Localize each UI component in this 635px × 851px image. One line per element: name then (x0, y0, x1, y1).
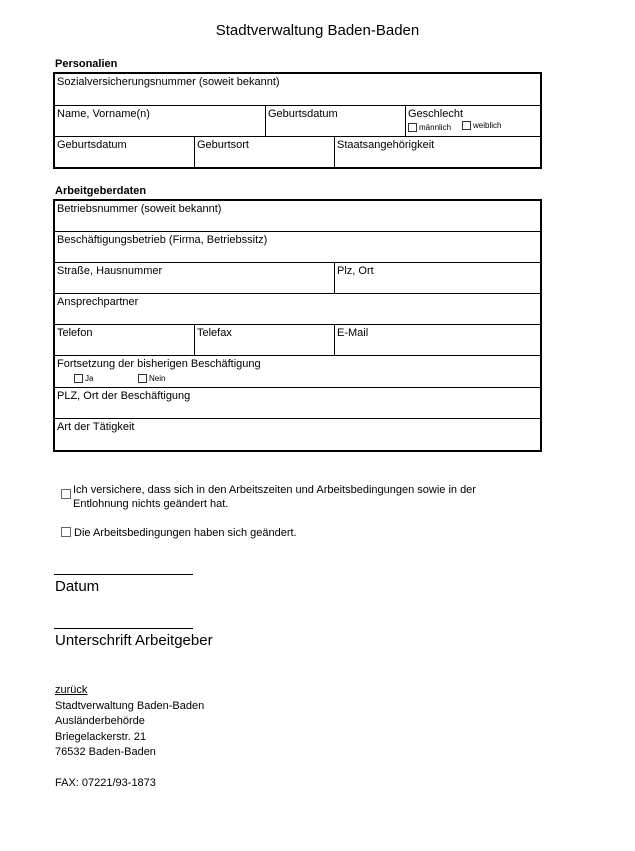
field-telefax[interactable] (194, 325, 334, 355)
field-geburtsort[interactable] (194, 137, 334, 167)
field-beschaeftigungsbetrieb[interactable] (55, 232, 540, 262)
label-maennlich: männlich (419, 123, 452, 132)
checkbox-icon[interactable] (138, 374, 147, 383)
address-line-3: Briegelackerstr. 21 (55, 730, 147, 743)
arbeitgeber-form (53, 199, 542, 452)
label-geschlecht: Geschlecht (408, 108, 464, 120)
field-email[interactable] (334, 325, 540, 355)
declaration-changed: Die Arbeitsbedingungen haben sich geändert. (74, 527, 297, 539)
section-heading-personalien: Personalien (55, 58, 118, 70)
label-betriebsnummer: Betriebsnummer (soweit bekannt) (57, 203, 222, 215)
label-fortsetzung: Fortsetzung der bisherigen Beschäftigung (57, 358, 261, 370)
field-geburtsdatum[interactable] (265, 106, 405, 136)
row-kontakt (55, 325, 540, 356)
option-ja[interactable] (74, 374, 93, 383)
label-art-taetigkeit: Art der Tätigkeit (57, 421, 135, 433)
field-geburtsdatum-2[interactable] (55, 137, 194, 167)
field-sv-nummer[interactable] (55, 74, 540, 105)
label-staatsangehoerigkeit: Staatsangehörigkeit (337, 139, 435, 151)
row-plz-ort-beschaeftigung (55, 388, 540, 419)
field-plz-ort-beschaeftigung[interactable] (55, 388, 540, 418)
unterschrift-line[interactable] (54, 628, 193, 629)
row-betriebsnummer (55, 201, 540, 232)
section-heading-arbeitgeber: Arbeitgeberdaten (55, 185, 147, 197)
page-title: Stadtverwaltung Baden-Baden (215, 22, 420, 39)
label-plz-ort: Plz, Ort (337, 265, 374, 277)
label-geburtsdatum: Geburtsdatum (268, 108, 338, 120)
label-sv-nummer: Sozialversicherungsnummer (soweit bekannt) (57, 76, 280, 88)
row-art-taetigkeit (55, 419, 540, 450)
back-link[interactable]: zurück (55, 684, 88, 696)
footer-address (55, 683, 204, 791)
field-betriebsnummer[interactable] (55, 201, 540, 231)
address-line-2: Ausländerbehörde (55, 715, 145, 727)
address-line-1: Stadtverwaltung Baden-Baden (55, 699, 205, 712)
label-telefax: Telefax (197, 327, 232, 339)
checkbox-icon[interactable] (74, 374, 83, 383)
personalien-form (53, 72, 542, 169)
field-ansprechpartner[interactable] (55, 294, 540, 324)
checkbox-unchanged[interactable] (61, 489, 71, 499)
declaration-unchanged: Ich versichere, dass sich in den Arbeitszeiten und Arbeitsbedingungen sowie in der Entlohnung nichts geändert hat. (73, 484, 476, 510)
field-staatsangehoerigkeit[interactable] (334, 137, 540, 167)
label-telefon: Telefon (57, 327, 93, 339)
label-weiblich: weiblich (473, 121, 502, 130)
field-art-taetigkeit[interactable] (55, 419, 540, 450)
field-name[interactable] (55, 106, 265, 136)
row-ansprechpartner (55, 294, 540, 325)
datum-label: Datum (55, 578, 100, 595)
field-plz-ort[interactable] (334, 263, 540, 293)
option-weiblich[interactable] (462, 121, 501, 130)
label-geburtsdatum-2: Geburtsdatum (57, 139, 127, 151)
label-beschaeftigungsbetrieb: Beschäftigungsbetrieb (Firma, Betriebssitz) (57, 234, 268, 246)
label-ansprechpartner: Ansprechpartner (57, 296, 139, 308)
field-fortsetzung (55, 356, 540, 387)
row-sv-nummer (55, 74, 540, 106)
label-ja: Ja (85, 374, 94, 383)
label-nein: Nein (149, 374, 166, 383)
row-fortsetzung (55, 356, 540, 388)
datum-line[interactable] (54, 574, 193, 575)
option-nein[interactable] (138, 374, 165, 383)
option-maennlich[interactable] (408, 123, 451, 132)
address-line-4: 76532 Baden-Baden (55, 746, 156, 758)
row-geburt (55, 137, 540, 167)
field-telefon[interactable] (55, 325, 194, 355)
field-geschlecht (405, 106, 540, 136)
checkbox-icon[interactable] (408, 123, 417, 132)
label-strasse: Straße, Hausnummer (57, 265, 163, 277)
row-beschaeftigungsbetrieb (55, 232, 540, 263)
checkbox-changed[interactable] (61, 527, 71, 537)
label-geburtsort: Geburtsort (197, 139, 249, 151)
unterschrift-label: Unterschrift Arbeitgeber (55, 632, 213, 649)
checkbox-icon[interactable] (462, 121, 471, 130)
label-email: E-Mail (337, 327, 369, 339)
fax-number: FAX: 07221/93-1873 (55, 776, 156, 789)
row-adresse (55, 263, 540, 294)
label-name: Name, Vorname(n) (57, 108, 150, 120)
row-name (55, 106, 540, 137)
label-plz-ort-beschaeftigung: PLZ, Ort der Beschäftigung (57, 390, 191, 402)
field-strasse[interactable] (55, 263, 334, 293)
